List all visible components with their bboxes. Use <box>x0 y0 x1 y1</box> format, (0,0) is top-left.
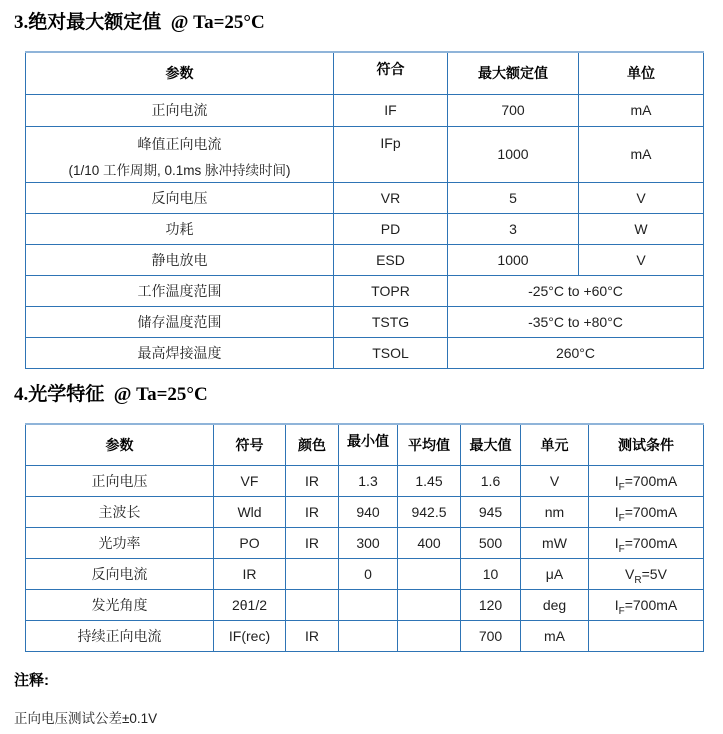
header-avg: 平均值 <box>398 424 461 466</box>
cell-param: 光功率 <box>26 528 214 559</box>
table-row <box>26 590 704 621</box>
cell-unit: mA <box>521 621 589 652</box>
abs-max-ratings-table <box>25 51 704 369</box>
cell-param-main: 峰值正向电流 <box>137 136 222 152</box>
optical-characteristics-table <box>25 423 704 653</box>
cell-unit: W <box>579 213 704 244</box>
header-min: 最小值 <box>339 424 398 466</box>
cell-param-note: (1/10 工作周期, 0.1ms 脉冲持续时间) <box>68 163 291 178</box>
header-symbol: 符合 <box>334 52 448 94</box>
table-row <box>26 275 704 306</box>
cell-color: IR <box>286 528 339 559</box>
cell-param: 发光角度 <box>26 590 214 621</box>
cell-unit: mA <box>579 94 704 126</box>
table-row <box>26 621 704 652</box>
cell-symbol: VR <box>334 182 448 213</box>
cell-max: 945 <box>461 497 521 528</box>
table-row <box>26 182 704 213</box>
cell-symbol: ESD <box>334 244 448 275</box>
cell-max: 500 <box>461 528 521 559</box>
cell-param: 反向电流 <box>26 559 214 590</box>
header-max: 最大值 <box>461 424 521 466</box>
cell-test-condition: $I_F=700mA$ <box>589 590 704 621</box>
cell-unit: V <box>579 244 704 275</box>
header-max-rating: 最大额定值 <box>448 52 579 94</box>
table-row <box>26 244 704 275</box>
cell-color <box>286 559 339 590</box>
cell-max: 1.6 <box>461 466 521 497</box>
header-unit: 单位 <box>579 52 704 94</box>
header-unit: 单元 <box>521 424 589 466</box>
cell-max: 700 <box>448 94 579 126</box>
cell-symbol: PD <box>334 213 448 244</box>
cell-max: 3 <box>448 213 579 244</box>
cell-param <box>26 126 334 182</box>
cell-min <box>339 590 398 621</box>
cell-symbol: IR <box>214 559 286 590</box>
table-row <box>26 306 704 337</box>
cell-color: IR <box>286 621 339 652</box>
cell-param: 正向电流 <box>26 94 334 126</box>
cell-param: 静电放电 <box>26 244 334 275</box>
header-test-condition: 测试条件 <box>589 424 704 466</box>
cell-test-condition: $V_R=5V$ <box>589 559 704 590</box>
cell-max: 1000 <box>448 244 579 275</box>
cell-min: 0 <box>339 559 398 590</box>
cell-avg <box>398 590 461 621</box>
cell-avg <box>398 621 461 652</box>
table-row <box>26 528 704 559</box>
cell-color: IR <box>286 466 339 497</box>
cell-symbol: IF(rec) <box>214 621 286 652</box>
cell-symbol: VF <box>214 466 286 497</box>
cell-max: 120 <box>461 590 521 621</box>
table-row <box>26 466 704 497</box>
cell-unit: nm <box>521 497 589 528</box>
cell-symbol: TOPR <box>334 275 448 306</box>
cell-symbol: IF <box>334 94 448 126</box>
cell-avg: 942.5 <box>398 497 461 528</box>
cell-max: 10 <box>461 559 521 590</box>
cell-symbol: Wld <box>214 497 286 528</box>
notes-heading: 注释: <box>14 672 49 689</box>
cell-param: 反向电压 <box>26 182 334 213</box>
cell-min: 1.3 <box>339 466 398 497</box>
cell-unit: deg <box>521 590 589 621</box>
cell-min: 940 <box>339 497 398 528</box>
cell-param: 正向电压 <box>26 466 214 497</box>
cell-max: 5 <box>448 182 579 213</box>
cell-color: IR <box>286 497 339 528</box>
table-row <box>26 497 704 528</box>
cell-avg: 1.45 <box>398 466 461 497</box>
table-header-row <box>26 52 704 94</box>
cell-range: -25°C to +60°C <box>448 275 704 306</box>
cell-test-condition: $I_F=700mA$ <box>589 466 704 497</box>
cell-avg: 400 <box>398 528 461 559</box>
cell-unit: mW <box>521 528 589 559</box>
cell-test-condition: $I_F=700mA$ <box>589 528 704 559</box>
section-title-abs-max-ratings: 3.绝对最大额定值 @ Ta=25°C <box>14 12 265 33</box>
cell-param: 工作温度范围 <box>26 275 334 306</box>
cell-unit: V <box>521 466 589 497</box>
table-row <box>26 126 704 182</box>
cell-color <box>286 590 339 621</box>
header-color: 颜色 <box>286 424 339 466</box>
header-symbol: 符号 <box>214 424 286 466</box>
cell-unit: V <box>579 182 704 213</box>
cell-max: 1000 <box>448 126 579 182</box>
cell-param: 储存温度范围 <box>26 306 334 337</box>
cell-param: 最高焊接温度 <box>26 337 334 368</box>
cell-param: 主波长 <box>26 497 214 528</box>
cell-symbol: TSTG <box>334 306 448 337</box>
cell-range: -35°C to +80°C <box>448 306 704 337</box>
table-row <box>26 559 704 590</box>
header-param: 参数 <box>26 424 214 466</box>
table-header-row <box>26 424 704 466</box>
cell-test-condition <box>589 621 704 652</box>
cell-min: 300 <box>339 528 398 559</box>
cell-symbol: IFp <box>334 126 448 182</box>
cell-unit: mA <box>579 126 704 182</box>
cell-symbol: PO <box>214 528 286 559</box>
cell-symbol: TSOL <box>334 337 448 368</box>
cell-symbol: 2θ1/2 <box>214 590 286 621</box>
cell-unit: μA <box>521 559 589 590</box>
cell-max: 700 <box>461 621 521 652</box>
cell-range: 260°C <box>448 337 704 368</box>
cell-test-condition: $I_F=700mA$ <box>589 497 704 528</box>
header-param: 参数 <box>26 52 334 94</box>
table-row <box>26 94 704 126</box>
cell-avg <box>398 559 461 590</box>
cell-param: 持续正向电流 <box>26 621 214 652</box>
note-text: 正向电压测试公差±0.1V <box>14 711 158 726</box>
cell-min <box>339 621 398 652</box>
cell-param: 功耗 <box>26 213 334 244</box>
table-row <box>26 213 704 244</box>
section-title-optical-characteristics: 4.光学特征 @ Ta=25°C <box>14 383 208 405</box>
table-row <box>26 337 704 368</box>
